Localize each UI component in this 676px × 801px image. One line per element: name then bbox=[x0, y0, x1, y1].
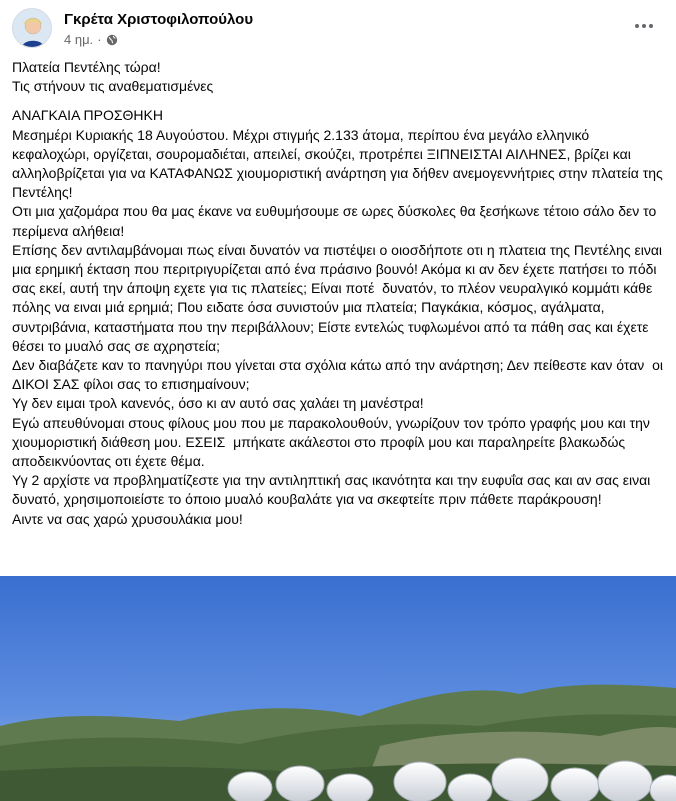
paragraph-gap bbox=[12, 96, 668, 106]
post-header bbox=[12, 8, 664, 52]
body-line: Υγ 2 αρχίστε να προβληματίζεστε για την αντιληπτική σας ικανότητα και την ευφυΐα σας και αν σας ειναι δυνατό, χρησιμοποιείστε το όποιο μυαλό κουβαλάτε για να σκεφτείτε πριν πάθετε παράκρουση! bbox=[12, 472, 655, 508]
body-line: Δεν διαβάζετε καν το πανηγύρι που γίνεται στα σχόλια κάτω από την ανάρτηση; Δεν πείθεστε καν όταν οι ΔΙΚΟΙ ΣΑΣ φίλοι σας το επισημαίνουν; bbox=[12, 357, 667, 393]
globe-icon[interactable] bbox=[106, 34, 118, 46]
more-options-icon[interactable] bbox=[628, 12, 660, 40]
body-line: Μεσημέρι Κυριακής 18 Αυγούστου. Μέχρι στιγμής 2.133 άτομα, περίπου ένα μεγάλο ελληνικό κεφαλοχώρι, οργίζεται, σουρομαδιέται, απειλεί, σκούζει, προτρέπει ΞΙΠΝΕΙΣΤΑΙ ΑΙΛΗΝΕΣ, βρίζει και αλληλοβρίζεται για να ΚΑΤΑΦΑΝΩΣ χιουμοριστική ανάρτηση για δήθεν ανεμογεννήτριες στην πλατεία της Πεντέλης! bbox=[12, 126, 667, 201]
post-text bbox=[12, 58, 668, 529]
intro-line: Τις στήνουν τις αναθεματισμένες bbox=[12, 78, 214, 95]
body-line: Εγώ απευθύνομαι στους φίλους μου που με παρακολουθούν, γνωρίζουν τον τρόπο γραφής μου και την χιουμοριστική διάθεση μου. ΕΣΕΙΣ μπήκατε ακάλεστοι στο προφίλ μου και παραληρείτε βλακωδώς αποδεικνύοντας οτι έχετε θέμα. bbox=[12, 414, 654, 470]
avatar[interactable] bbox=[12, 8, 52, 48]
meta-separator: · bbox=[97, 32, 102, 47]
post-time[interactable]: 4 ημ. bbox=[64, 32, 94, 47]
avatar-image bbox=[13, 9, 52, 48]
body-line: Επίσης δεν αντιλαμβάνομαι πως είναι δυνατόν να πιστέψει ο οιοσδήποτε οτι η πλατεια της Πεντέλης ειναι μια ερημική έκταση που περιτριγυρίζεται από ένα πράσινο βουνό! Ακόμα κι αν δεν έχετε πατήσει το πόδι σας εκεί, αυτή την άποψη εχετε για τις πλατείες; Είναι ποτέ δυνατόν, το πλέον νευραλγικό κομμάτι κάθε πόλης να ειναι μιά ερημιά; Που ειδατε όσα συνιστούν μια πλατεία; Παγκάκια, κόσμος, αγάλματα, συντριβάνια, καταστήματα που την περιβάλλουν; Είστε εντελώς τυφλωμένοι από τα πάθη σας και έχετε θέσει το μυαλό σας σε αχρηστεία; bbox=[12, 241, 666, 354]
post-meta bbox=[64, 32, 118, 47]
author-name[interactable]: Γκρέτα Χριστοφιλοπούλου bbox=[64, 11, 254, 28]
body-line: Αιντε να σας χαρώ χρυσουλάκια μου! bbox=[12, 510, 243, 527]
body-line: Οτι μια χαζομάρα που θα μας έκανε να ευθυμήσουμε σε ωρες δύσκολες θα ξεσήκωνε τέτοιο σάλο δεν το περίμενα αλήθεια! bbox=[12, 203, 661, 239]
intro-line: Πλατεία Πεντέλης τώρα! bbox=[12, 59, 161, 75]
post-photo-image bbox=[0, 576, 676, 801]
body-line: ΑΝΑΓΚΑΙΑ ΠΡΟΣΘΗΚΗ bbox=[12, 107, 163, 124]
post-photo[interactable] bbox=[0, 576, 676, 801]
body-line: Υγ δεν ειμαι τρολ κανενός, όσο κι αν αυτό σας χαλάει τη μανέστρα! bbox=[12, 395, 424, 412]
